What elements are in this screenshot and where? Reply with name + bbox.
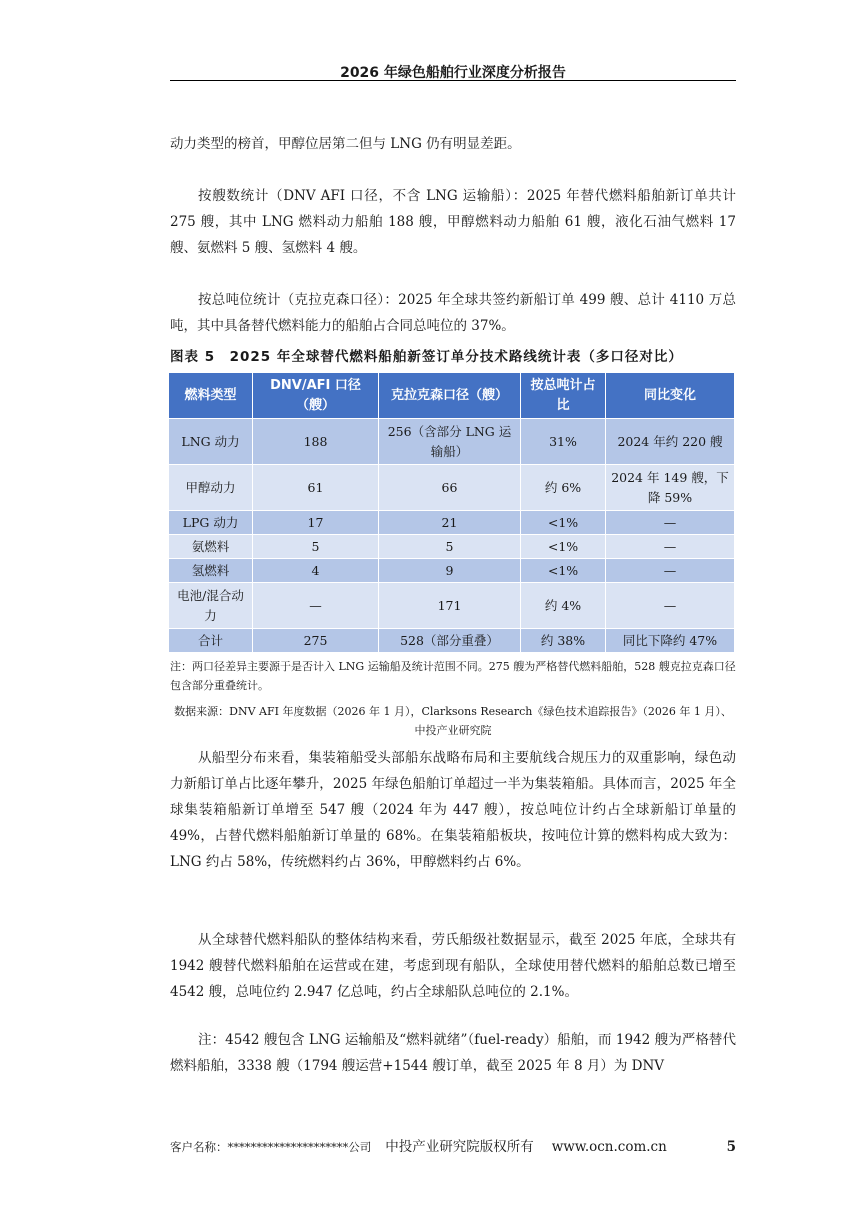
- cell-yoy-change: 2024 年 149 艘，下降 59%: [606, 465, 735, 511]
- cell-yoy-change: —: [606, 559, 735, 583]
- report-header-title: 2026 年绿色船舶行业深度分析报告: [340, 65, 566, 81]
- cell-tonnage-share: 约 38%: [521, 629, 606, 653]
- paragraph-note: 注：4542 艘包含 LNG 运输船及“燃料就绪”（fuel-ready）船舶，而 1942 艘为严格替代燃料船舶，3338 艘（1794 艘运营+1544 艘订单，截至 2025 年 8 月）为 DNV: [170, 1032, 736, 1074]
- cell-dnv-afi: 188: [253, 419, 379, 465]
- cell-tonnage-share: 约 6%: [521, 465, 606, 511]
- cell-dnv-afi: 275: [253, 629, 379, 653]
- cell-dnv-afi: 17: [253, 511, 379, 535]
- cell-fuel-type: 电池/混合动力: [169, 583, 253, 629]
- cell-dnv-afi: —: [253, 583, 379, 629]
- cell-clarksons: 5: [379, 535, 521, 559]
- cell-yoy-change: —: [606, 535, 735, 559]
- table-row: [169, 583, 735, 629]
- cell-fuel-type: LPG 动力: [169, 511, 253, 535]
- page-footer: [170, 1135, 736, 1155]
- cell-tonnage-share: <1%: [521, 559, 606, 583]
- page-number: 5: [726, 1139, 736, 1155]
- table-note: 注：两口径差异主要源于是否计入 LNG 运输船及统计范围不同。275 艘为严格替代燃料船舶，528 艘克拉克森口径包含部分重叠统计。: [170, 660, 736, 692]
- paragraph-ship-count: 按艘数统计（DNV AFI 口径，不含 LNG 运输船）：2025 年替代燃料船舶新订单共计 275 艘，其中 LNG 燃料动力船舶 188 艘，甲醇燃料动力船舶 61 艘，液化石油气燃料 17 艘、氨燃料 5 艘、氢燃料 4 艘。: [170, 188, 736, 256]
- header-tonnage-share: 按总吨计占比: [521, 373, 606, 419]
- cell-yoy-change: 同比下降约 47%: [606, 629, 735, 653]
- cell-tonnage-share: 约 4%: [521, 583, 606, 629]
- header-divider: [170, 80, 736, 81]
- paragraph-ship-type: 从船型分布来看，集装箱船受头部船东战略布局和主要航线合规压力的双重影响，绿色动力新船订单占比逐年攀升，2025 年绿色船舶订单超过一半为集装箱船。具体而言，2025 年全球集装箱船新订单增至 547 艘（2024 年为 447 艘），按总吨位计约占全球新船订单量的 49%，占替代燃料船舶新订单量的 68%。在集装箱船板块，按吨位计算的燃料构成大致为：LNG 约占 58%，传统燃料约占 36%，甲醇燃料约占 6%。: [170, 750, 736, 870]
- cell-clarksons: 21: [379, 511, 521, 535]
- header-clarksons: 克拉克森口径（艘）: [379, 373, 521, 419]
- header-yoy-change: 同比变化: [606, 373, 735, 419]
- table-row: [169, 559, 735, 583]
- footer-client-name: 客户名称：*********************公司: [170, 1140, 372, 1154]
- cell-tonnage-share: 31%: [521, 419, 606, 465]
- table-header-row: [169, 373, 735, 419]
- figure-title: 图表 5 2025 年全球替代燃料船舶新签订单分技术路线统计表（多口径对比）: [170, 349, 683, 365]
- cell-fuel-type: LNG 动力: [169, 419, 253, 465]
- cell-yoy-change: 2024 年约 220 艘: [606, 419, 735, 465]
- table-row: [169, 465, 735, 511]
- cell-tonnage-share: <1%: [521, 511, 606, 535]
- cell-clarksons: 171: [379, 583, 521, 629]
- cell-yoy-change: —: [606, 511, 735, 535]
- cell-fuel-type: 合计: [169, 629, 253, 653]
- table-total-row: [169, 629, 735, 653]
- paragraph-tonnage: 按总吨位统计（克拉克森口径）：2025 年全球共签约新船订单 499 艘、总计 4110 万总吨，其中具备替代燃料能力的船舶占合同总吨位的 37%。: [170, 292, 736, 334]
- cell-dnv-afi: 61: [253, 465, 379, 511]
- cell-yoy-change: —: [606, 583, 735, 629]
- table-row: [169, 535, 735, 559]
- cell-fuel-type: 氨燃料: [169, 535, 253, 559]
- header-dnv-afi: DNV/AFI 口径（艘）: [253, 373, 379, 419]
- footer-copyright: 中投产业研究院版权所有: [385, 1139, 534, 1155]
- paragraph-continuation: 动力类型的榜首，甲醇位居第二但与 LNG 仍有明显差距。: [170, 136, 521, 152]
- table-row: [169, 511, 735, 535]
- cell-fuel-type: 氢燃料: [169, 559, 253, 583]
- cell-clarksons: 528（部分重叠）: [379, 629, 521, 653]
- cell-clarksons: 66: [379, 465, 521, 511]
- cell-clarksons: 9: [379, 559, 521, 583]
- cell-clarksons: 256（含部分 LNG 运输船）: [379, 419, 521, 465]
- cell-fuel-type: 甲醇动力: [169, 465, 253, 511]
- table-row: [169, 419, 735, 465]
- cell-dnv-afi: 5: [253, 535, 379, 559]
- footer-website-link[interactable]: www.ocn.com.cn: [551, 1139, 667, 1155]
- fuel-orders-table: [168, 372, 735, 653]
- data-source: 数据来源：DNV AFI 年度数据（2026 年 1 月），Clarksons Research《绿色技术追踪报告》（2026 年 1 月）、中投产业研究院: [174, 705, 732, 737]
- cell-tonnage-share: <1%: [521, 535, 606, 559]
- header-fuel-type: 燃料类型: [169, 373, 253, 419]
- paragraph-fleet-structure: 从全球替代燃料船队的整体结构来看，劳氏船级社数据显示，截至 2025 年底，全球共有 1942 艘替代燃料船舶在运营或在建，考虑到现有船队，全球使用替代燃料的船舶总数已增至 4542 艘，总吨位约 2.947 亿总吨，约占全球船队总吨位的 2.1%。: [170, 932, 736, 1000]
- cell-dnv-afi: 4: [253, 559, 379, 583]
